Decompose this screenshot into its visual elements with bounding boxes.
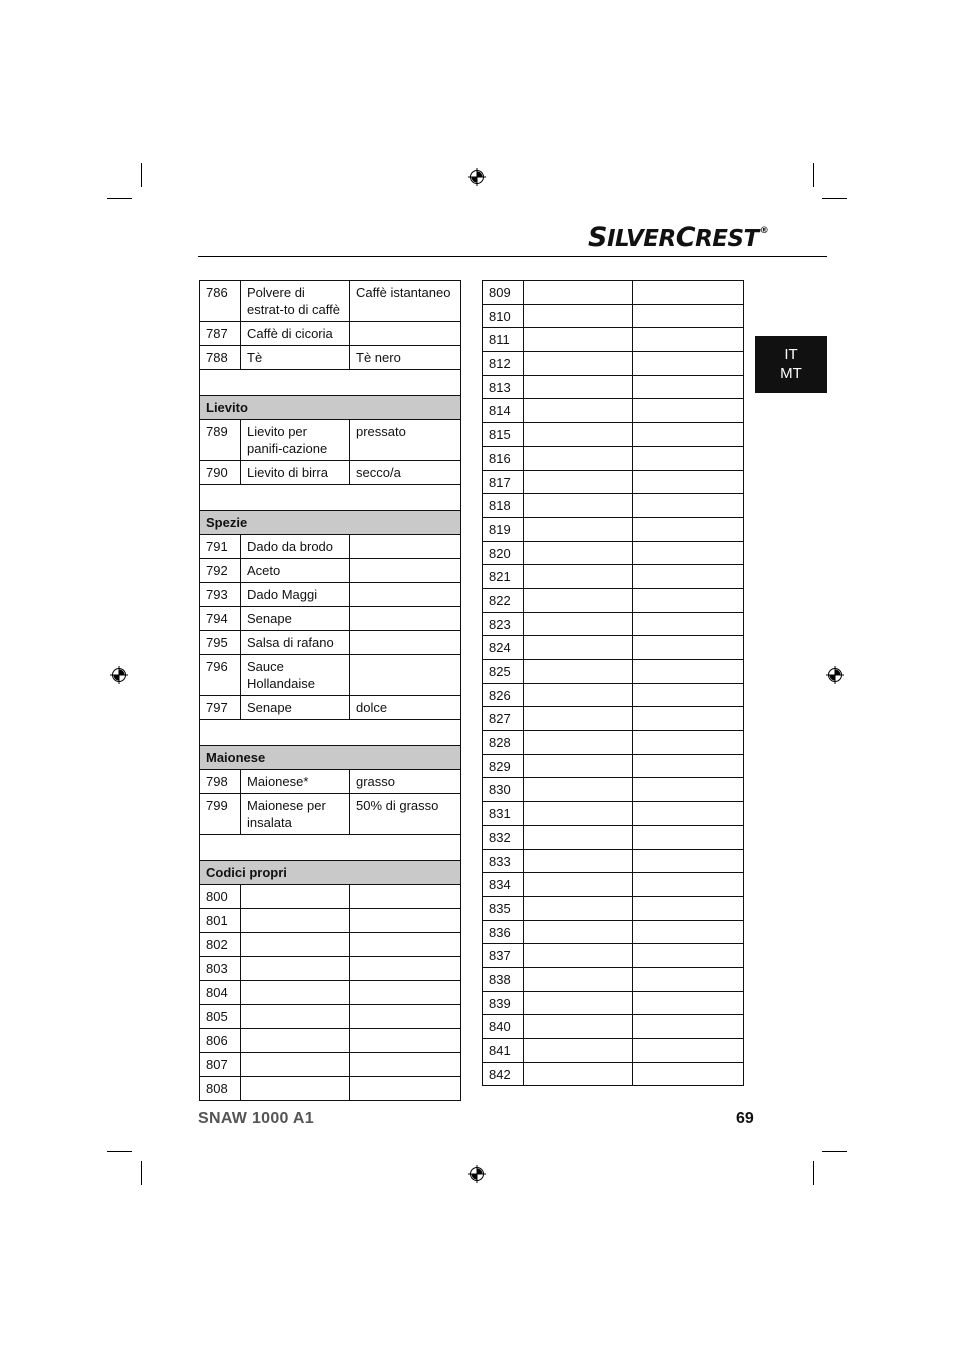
code-cell: 834 <box>483 873 524 897</box>
food-detail-cell <box>633 683 744 707</box>
food-detail-cell <box>633 825 744 849</box>
code-cell: 825 <box>483 660 524 684</box>
spacer-cell <box>200 720 461 746</box>
code-cell: 829 <box>483 754 524 778</box>
food-name-cell: Dado da brodo <box>241 535 350 559</box>
food-detail-cell <box>633 494 744 518</box>
code-cell: 811 <box>483 328 524 352</box>
code-cell: 839 <box>483 991 524 1015</box>
food-name-cell: Sauce Hollandaise <box>241 655 350 696</box>
code-cell: 800 <box>200 885 241 909</box>
food-detail-cell <box>350 559 461 583</box>
food-name-cell <box>524 802 633 826</box>
code-cell: 813 <box>483 375 524 399</box>
table-row <box>200 420 461 461</box>
code-cell: 819 <box>483 517 524 541</box>
food-name-cell <box>524 1039 633 1063</box>
food-name-cell <box>524 328 633 352</box>
food-name-cell <box>524 399 633 423</box>
section-header: Maionese <box>200 746 461 770</box>
table-row <box>200 794 461 835</box>
food-detail-cell <box>350 1053 461 1077</box>
spacer-cell <box>200 370 461 396</box>
crop-mark <box>822 1151 847 1152</box>
food-detail-cell <box>633 517 744 541</box>
food-detail-cell <box>633 778 744 802</box>
food-detail-cell <box>350 607 461 631</box>
model-number: SNAW 1000 A1 <box>198 1110 314 1127</box>
food-detail-cell: pressato <box>350 420 461 461</box>
table-row <box>483 399 744 423</box>
food-name-cell <box>524 470 633 494</box>
food-name-cell <box>241 933 350 957</box>
table-row <box>483 920 744 944</box>
food-detail-cell <box>633 281 744 305</box>
table-row <box>483 825 744 849</box>
food-name-cell <box>241 1053 350 1077</box>
food-detail-cell <box>350 957 461 981</box>
crop-mark <box>813 1161 814 1185</box>
code-cell: 805 <box>200 1005 241 1029</box>
code-cell: 791 <box>200 535 241 559</box>
code-cell: 835 <box>483 896 524 920</box>
food-name-cell <box>524 731 633 755</box>
table-row <box>483 541 744 565</box>
food-name-cell: Senape <box>241 607 350 631</box>
table-row <box>483 1039 744 1063</box>
food-detail-cell <box>633 470 744 494</box>
code-cell: 794 <box>200 607 241 631</box>
food-name-cell <box>524 565 633 589</box>
food-name-cell: Lievito per panifi-cazione <box>241 420 350 461</box>
registered-mark: ® <box>759 226 769 236</box>
code-cell: 789 <box>200 420 241 461</box>
code-cell: 842 <box>483 1062 524 1086</box>
code-cell: 799 <box>200 794 241 835</box>
food-detail-cell <box>633 636 744 660</box>
table-row <box>200 909 461 933</box>
brand-logo-text: ILVER <box>606 226 676 252</box>
code-cell: 815 <box>483 423 524 447</box>
food-detail-cell <box>633 446 744 470</box>
table-row <box>483 802 744 826</box>
food-detail-cell: 50% di grasso <box>350 794 461 835</box>
code-cell: 796 <box>200 655 241 696</box>
food-name-cell <box>524 281 633 305</box>
table-row <box>200 981 461 1005</box>
food-detail-cell <box>350 933 461 957</box>
food-detail-cell <box>350 322 461 346</box>
table-row <box>200 281 461 322</box>
food-detail-cell <box>633 1039 744 1063</box>
food-name-cell <box>524 588 633 612</box>
table-row <box>483 565 744 589</box>
crop-mark <box>822 198 847 199</box>
food-detail-cell <box>633 541 744 565</box>
code-cell: 798 <box>200 770 241 794</box>
food-name-cell <box>524 636 633 660</box>
table-row <box>200 696 461 720</box>
food-detail-cell <box>350 981 461 1005</box>
brand-logo-letter: S <box>588 222 607 253</box>
table-row <box>200 607 461 631</box>
food-detail-cell <box>350 909 461 933</box>
code-cell: 807 <box>200 1053 241 1077</box>
food-name-cell <box>524 304 633 328</box>
table-row <box>483 352 744 376</box>
code-cell: 841 <box>483 1039 524 1063</box>
food-name-cell <box>524 517 633 541</box>
code-cell: 830 <box>483 778 524 802</box>
food-detail-cell <box>633 565 744 589</box>
code-cell: 793 <box>200 583 241 607</box>
code-cell: 788 <box>200 346 241 370</box>
food-detail-cell: Tè nero <box>350 346 461 370</box>
food-detail-cell <box>350 583 461 607</box>
food-detail-cell <box>350 1077 461 1101</box>
brand-logo-text: REST <box>695 226 759 252</box>
food-detail-cell <box>350 631 461 655</box>
code-cell: 840 <box>483 1015 524 1039</box>
food-detail-cell <box>633 754 744 778</box>
language-code: MT <box>780 365 802 382</box>
header-rule <box>198 256 827 257</box>
code-cell: 823 <box>483 612 524 636</box>
food-detail-cell <box>633 423 744 447</box>
code-cell: 817 <box>483 470 524 494</box>
table-row <box>483 494 744 518</box>
table-row <box>483 683 744 707</box>
code-cell: 818 <box>483 494 524 518</box>
code-cell: 832 <box>483 825 524 849</box>
food-detail-cell <box>633 1062 744 1086</box>
table-row <box>200 770 461 794</box>
table-row <box>200 583 461 607</box>
code-cell: 821 <box>483 565 524 589</box>
registration-mark-icon <box>110 666 128 684</box>
code-cell: 787 <box>200 322 241 346</box>
food-detail-cell <box>633 920 744 944</box>
table-row <box>200 1053 461 1077</box>
food-name-cell <box>241 1077 350 1101</box>
page-number: 69 <box>736 1110 754 1127</box>
table-row <box>200 933 461 957</box>
table-row <box>483 304 744 328</box>
section-header: Codici propri <box>200 861 461 885</box>
crop-mark <box>107 198 132 199</box>
code-cell: 836 <box>483 920 524 944</box>
food-name-cell: Maionese* <box>241 770 350 794</box>
table-row <box>483 1015 744 1039</box>
code-cell: 827 <box>483 707 524 731</box>
table-row <box>200 957 461 981</box>
food-detail-cell <box>633 399 744 423</box>
table-row <box>483 328 744 352</box>
table-row <box>483 423 744 447</box>
language-code: IT <box>784 346 798 363</box>
table-row <box>483 446 744 470</box>
food-detail-cell <box>633 352 744 376</box>
food-name-cell <box>524 849 633 873</box>
food-code-table-left <box>199 280 461 1101</box>
code-cell: 812 <box>483 352 524 376</box>
code-cell: 816 <box>483 446 524 470</box>
code-cell: 810 <box>483 304 524 328</box>
code-cell: 792 <box>200 559 241 583</box>
food-name-cell <box>524 375 633 399</box>
food-name-cell <box>241 957 350 981</box>
food-detail-cell <box>633 660 744 684</box>
food-detail-cell <box>633 849 744 873</box>
food-name-cell: Maionese per insalata <box>241 794 350 835</box>
food-detail-cell <box>633 1015 744 1039</box>
food-detail-cell: dolce <box>350 696 461 720</box>
food-detail-cell <box>633 612 744 636</box>
food-name-cell <box>524 991 633 1015</box>
code-cell: 786 <box>200 281 241 322</box>
food-name-cell <box>524 612 633 636</box>
food-name-cell <box>241 1029 350 1053</box>
table-row <box>200 535 461 559</box>
food-detail-cell <box>633 707 744 731</box>
food-name-cell <box>524 825 633 849</box>
table-row <box>483 375 744 399</box>
table-row <box>483 470 744 494</box>
table-row <box>483 588 744 612</box>
food-name-cell <box>524 423 633 447</box>
table-row <box>483 991 744 1015</box>
food-detail-cell <box>633 991 744 1015</box>
table-row <box>483 849 744 873</box>
language-tab <box>755 336 827 393</box>
code-cell: 803 <box>200 957 241 981</box>
table-row <box>200 655 461 696</box>
food-name-cell <box>524 494 633 518</box>
food-detail-cell <box>633 304 744 328</box>
crop-mark <box>141 163 142 187</box>
spacer-row <box>200 485 461 511</box>
food-name-cell <box>241 981 350 1005</box>
food-detail-cell <box>350 655 461 696</box>
food-name-cell <box>524 920 633 944</box>
code-cell: 797 <box>200 696 241 720</box>
spacer-cell <box>200 835 461 861</box>
table-row <box>200 461 461 485</box>
food-name-cell <box>524 873 633 897</box>
table-row <box>483 707 744 731</box>
code-cell: 790 <box>200 461 241 485</box>
registration-mark-icon <box>826 666 844 684</box>
code-cell: 795 <box>200 631 241 655</box>
spacer-row <box>200 835 461 861</box>
food-name-cell: Dado Maggi <box>241 583 350 607</box>
section-header-row <box>200 511 461 535</box>
table-row <box>483 281 744 305</box>
table-row <box>483 754 744 778</box>
food-name-cell <box>524 1015 633 1039</box>
food-detail-cell <box>633 873 744 897</box>
code-cell: 804 <box>200 981 241 1005</box>
code-cell: 806 <box>200 1029 241 1053</box>
spacer-row <box>200 720 461 746</box>
food-name-cell: Lievito di birra <box>241 461 350 485</box>
table-row <box>483 873 744 897</box>
food-name-cell <box>524 1062 633 1086</box>
table-row <box>483 612 744 636</box>
crop-mark <box>107 1151 132 1152</box>
food-name-cell <box>241 1005 350 1029</box>
code-cell: 802 <box>200 933 241 957</box>
section-header-row <box>200 396 461 420</box>
food-detail-cell <box>633 375 744 399</box>
table-row <box>483 731 744 755</box>
table-row <box>483 636 744 660</box>
food-detail-cell <box>350 1029 461 1053</box>
table-row <box>483 896 744 920</box>
section-header: Spezie <box>200 511 461 535</box>
food-name-cell <box>524 660 633 684</box>
section-header: Lievito <box>200 396 461 420</box>
code-cell: 837 <box>483 944 524 968</box>
spacer-row <box>200 370 461 396</box>
food-detail-cell <box>633 944 744 968</box>
food-detail-cell <box>350 1005 461 1029</box>
code-cell: 822 <box>483 588 524 612</box>
food-detail-cell: secco/a <box>350 461 461 485</box>
registration-mark-icon <box>468 168 486 186</box>
table-row <box>483 517 744 541</box>
food-name-cell <box>524 944 633 968</box>
food-detail-cell: grasso <box>350 770 461 794</box>
code-cell: 808 <box>200 1077 241 1101</box>
code-cell: 838 <box>483 967 524 991</box>
spacer-cell <box>200 485 461 511</box>
section-header-row <box>200 746 461 770</box>
food-detail-cell: Caffè istantaneo <box>350 281 461 322</box>
food-detail-cell <box>350 535 461 559</box>
registration-mark-icon <box>468 1165 486 1183</box>
brand-logo <box>588 222 769 254</box>
code-cell: 831 <box>483 802 524 826</box>
table-row <box>200 885 461 909</box>
table-row <box>200 1005 461 1029</box>
table-row <box>200 1029 461 1053</box>
food-name-cell: Aceto <box>241 559 350 583</box>
brand-logo-letter: C <box>675 222 696 253</box>
food-detail-cell <box>633 588 744 612</box>
food-name-cell <box>524 967 633 991</box>
section-header-row <box>200 861 461 885</box>
food-name-cell <box>524 896 633 920</box>
food-name-cell: Tè <box>241 346 350 370</box>
code-cell: 824 <box>483 636 524 660</box>
table-row <box>200 631 461 655</box>
food-name-cell <box>524 707 633 731</box>
code-cell: 809 <box>483 281 524 305</box>
food-name-cell <box>241 909 350 933</box>
table-row <box>200 346 461 370</box>
food-detail-cell <box>633 967 744 991</box>
food-name-cell <box>524 446 633 470</box>
food-code-table-right <box>482 280 744 1086</box>
code-cell: 828 <box>483 731 524 755</box>
food-detail-cell <box>350 885 461 909</box>
crop-mark <box>813 163 814 187</box>
food-name-cell <box>524 778 633 802</box>
table-row <box>483 778 744 802</box>
food-detail-cell <box>633 896 744 920</box>
code-cell: 826 <box>483 683 524 707</box>
food-detail-cell <box>633 731 744 755</box>
code-cell: 820 <box>483 541 524 565</box>
table-row <box>483 967 744 991</box>
table-row <box>200 559 461 583</box>
code-cell: 814 <box>483 399 524 423</box>
table-row <box>200 1077 461 1101</box>
food-detail-cell <box>633 802 744 826</box>
table-row <box>483 1062 744 1086</box>
code-cell: 833 <box>483 849 524 873</box>
code-cell: 801 <box>200 909 241 933</box>
food-name-cell <box>524 683 633 707</box>
food-name-cell: Caffè di cicoria <box>241 322 350 346</box>
food-name-cell <box>524 352 633 376</box>
food-detail-cell <box>633 328 744 352</box>
food-name-cell <box>524 541 633 565</box>
food-name-cell <box>241 885 350 909</box>
food-name-cell: Polvere di estrat-to di caffè <box>241 281 350 322</box>
table-row <box>200 322 461 346</box>
table-row <box>483 660 744 684</box>
food-name-cell: Senape <box>241 696 350 720</box>
food-name-cell: Salsa di rafano <box>241 631 350 655</box>
table-row <box>483 944 744 968</box>
food-name-cell <box>524 754 633 778</box>
crop-mark <box>141 1161 142 1185</box>
